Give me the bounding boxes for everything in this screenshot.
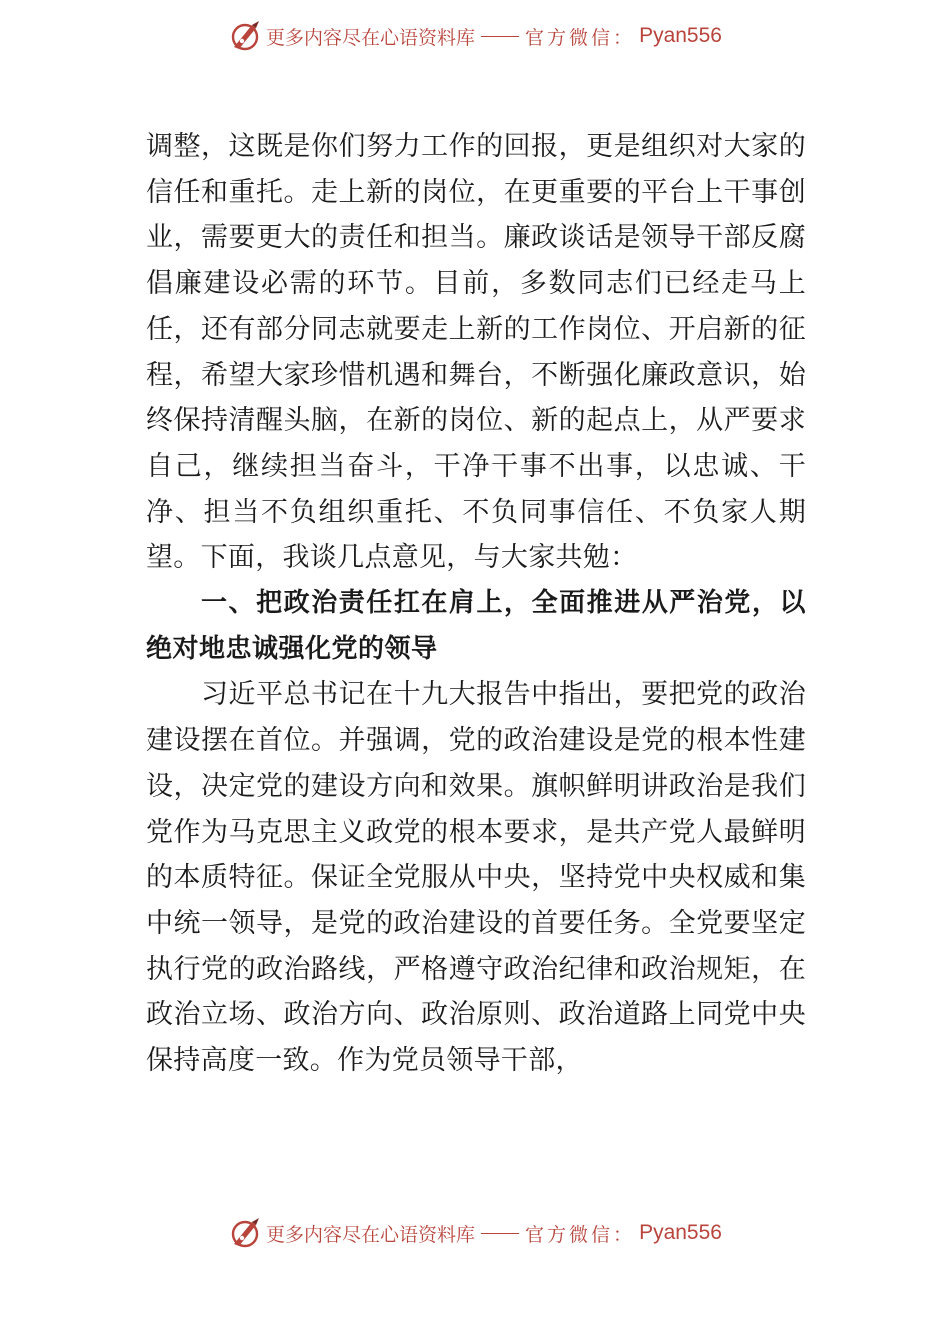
document-body <box>146 124 806 1084</box>
paragraph-continuation: 调整，这既是你们努力工作的回报，更是组织对大家的信任和重托。走上新的岗位，在更重要的平台上干事创业，需要更大的责任和担当。廉政谈话是领导干部反腐倡廉建设必需的环节。目前，多数同志们已经走马上任，还有部分同志就要走上新的工作岗位、开启新的征程，希望大家珍惜机遇和舞台，不断强化廉政意识，始终保持清醒头脑，在新的岗位、新的起点上，从严要求自己，继续担当奋斗，干净干事不出事，以忠诚、干净、担当不负组织重托、不负同事信任、不负家人期望。下面，我谈几点意见，与大家共勉： <box>146 131 806 574</box>
wechat-label: 官方微信： <box>525 26 636 49</box>
brand-text: 更多内容尽在心语资料库 <box>266 26 476 49</box>
header-banner <box>0 16 950 56</box>
pen-nib-logo-icon <box>228 1216 262 1250</box>
footer-banner <box>0 1213 950 1253</box>
wechat-id: Pyan556 <box>639 1221 722 1244</box>
banner-dash <box>481 36 519 37</box>
wechat-label: 官方微信： <box>525 1223 636 1246</box>
pen-nib-logo-icon <box>228 19 262 53</box>
banner-dash <box>481 1233 519 1234</box>
section-heading: 一、把政治责任扛在肩上，全面推进从严治党，以绝对地忠诚强化党的领导 <box>146 588 806 664</box>
paragraph: 习近平总书记在十九大报告中指出，要把党的政治建设摆在首位。并强调，党的政治建设是党的根本性建设，决定党的建设方向和效果。旗帜鲜明讲政治是我们党作为马克思主义政党的根本要求，是共产党人最鲜明的本质特征。保证全党服从中央，坚持党中央权威和集中统一领导，是党的政治建设的首要任务。全党要坚定执行党的政治路线，严格遵守政治纪律和政治规矩，在政治立场、政治方向、政治原则、政治道路上同党中央保持高度一致。作为党员领导干部， <box>146 679 806 1077</box>
brand-text: 更多内容尽在心语资料库 <box>266 1223 476 1246</box>
wechat-id: Pyan556 <box>639 24 722 47</box>
